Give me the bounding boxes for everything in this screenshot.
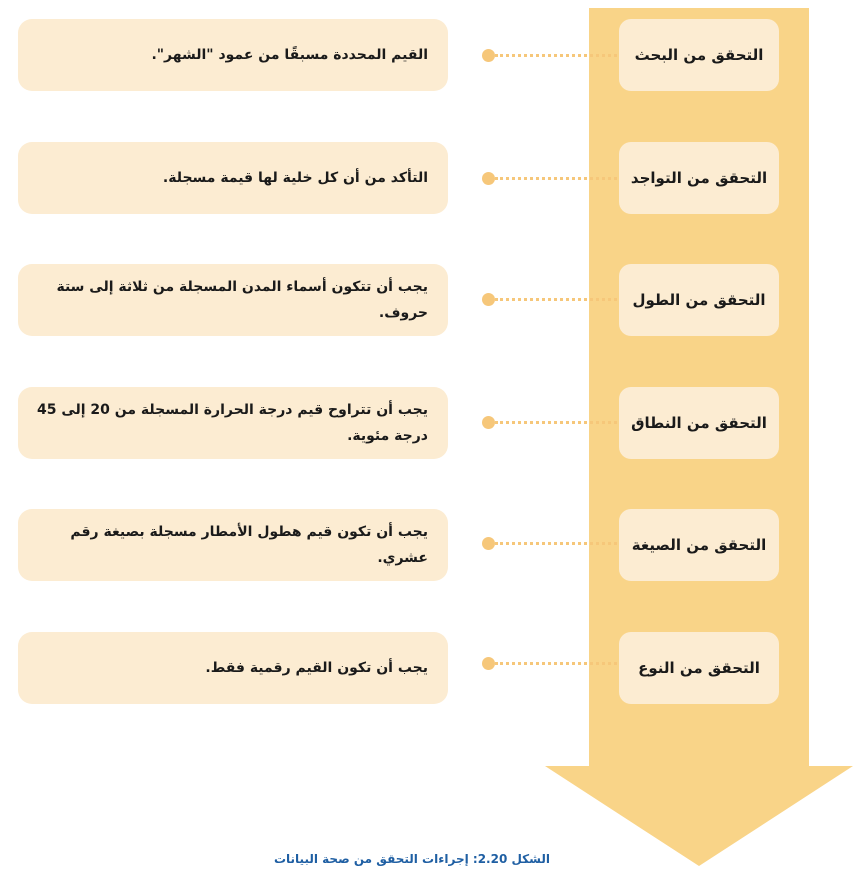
step-description-search-check: القيم المحددة مسبقًا من عمود "الشهر".	[18, 19, 448, 91]
step-description-type-check: يجب أن تكون القيم رقمية فقط.	[18, 632, 448, 704]
dotted-connector	[495, 177, 617, 180]
connector-dot	[482, 49, 495, 62]
step-label-format-check: التحقق من الصيغة	[619, 509, 779, 581]
step-label-search-check: التحقق من البحث	[619, 19, 779, 91]
dotted-connector	[495, 298, 617, 301]
step-label-range-check: التحقق من النطاق	[619, 387, 779, 459]
step-label-type-check: التحقق من النوع	[619, 632, 779, 704]
dotted-connector	[495, 54, 617, 57]
step-description-length-check: يجب أن تتكون أسماء المدن المسجلة من ثلاثة إلى ستة حروف.	[18, 264, 448, 336]
figure-caption: الشكل 2.20: إجراءات التحقق من صحة البيانات	[273, 852, 550, 866]
step-description-range-check: يجب أن تتراوح قيم درجة الحرارة المسجلة من 20 إلى 45 درجة مئوية.	[18, 387, 448, 459]
step-label-length-check: التحقق من الطول	[619, 264, 779, 336]
connector-dot	[482, 172, 495, 185]
connector-dot	[482, 293, 495, 306]
step-description-format-check: يجب أن تكون قيم هطول الأمطار مسجلة بصيغة رقم عشري.	[18, 509, 448, 581]
connector-dot	[482, 537, 495, 550]
connector-dot	[482, 416, 495, 429]
step-description-presence-check: التأكد من أن كل خلية لها قيمة مسجلة.	[18, 142, 448, 214]
dotted-connector	[495, 662, 617, 665]
step-label-presence-check: التحقق من التواجد	[619, 142, 779, 214]
dotted-connector	[495, 542, 617, 545]
connector-dot	[482, 657, 495, 670]
dotted-connector	[495, 421, 617, 424]
